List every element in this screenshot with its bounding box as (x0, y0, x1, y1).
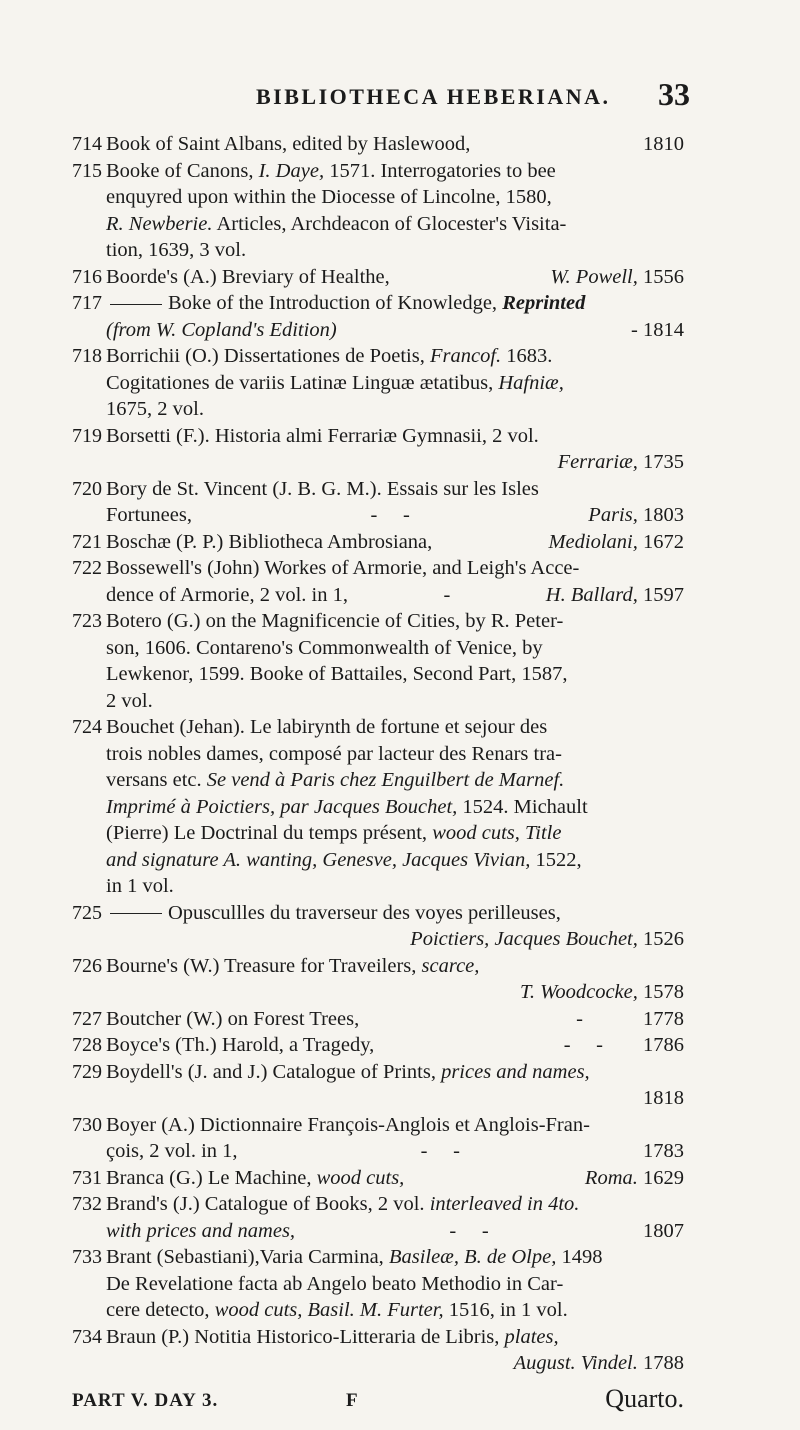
entry-727 (72, 1006, 684, 1033)
entry-note: Reprinted (502, 292, 586, 314)
entry-number: 732 (72, 1193, 102, 1215)
entry-place: Hafniæ, (498, 371, 564, 394)
entry-date: 1683. (501, 345, 553, 367)
entry-line (106, 794, 684, 821)
entry-text: Boyce's (Th.) Harold, a Tragedy, (106, 1034, 375, 1056)
entry-line (106, 1297, 684, 1324)
entry-text: Boorde's (A.) Breviary of Healthe, (106, 265, 390, 288)
entry-text: Braun (P.) Notitia Historico-Litteraria de Libris, (106, 1325, 505, 1348)
entry-715 (72, 158, 684, 264)
entry-number: 714 (72, 133, 102, 155)
entry-number: 718 (72, 345, 102, 367)
entry-number: 719 (72, 424, 102, 447)
entry-text: Book of Saint Albans, edited by Haslewood, (106, 133, 471, 155)
entry-dashes: - - (420, 1140, 460, 1162)
entry-date: 1788 (637, 1352, 684, 1374)
entry-line: 1675, 2 vol. (106, 398, 204, 420)
entry-number: 728 (72, 1034, 102, 1056)
entry-date: 1672 (637, 530, 684, 553)
entry-number: 715 (72, 159, 102, 182)
entry-text: Booke of Canons, (106, 159, 259, 182)
entry-line (106, 502, 684, 529)
entry-text: 1516, in 1 vol. (443, 1299, 568, 1321)
entry-dashes: - - (370, 504, 410, 526)
entry-text: (Pierre) Le Doctrinal du temps présent, (106, 822, 433, 844)
entry-printer: T. Woodcocke, (520, 981, 638, 1003)
entry-line (106, 979, 684, 1006)
entry-date: 1597 (637, 583, 684, 606)
entry-number: 721 (72, 530, 102, 553)
entry-730 (72, 1112, 684, 1165)
entry-line (106, 131, 684, 158)
entry-imprint: Poictiers, Jacques Bouchet, (410, 928, 638, 950)
entry-line: enquyred upon within the Diocesse of Lincolne, 1580, (106, 186, 552, 208)
entry-line: Boyer (A.) Dictionnaire François-Anglois et Anglois-Fran- (106, 1113, 590, 1136)
entry-dashes: - (576, 1007, 583, 1030)
entry-line: Bory de St. Vincent (J. B. G. M.). Essais sur les Isles (106, 477, 539, 500)
page-number: 33 (658, 76, 690, 112)
entry-note: interleaved in 4to. (429, 1193, 580, 1215)
entry-number: 720 (72, 477, 102, 500)
entry-text: Boschæ (P. P.) Bibliotheca Ambrosiana, (106, 530, 433, 553)
entry-line: Bossewell's (John) Workes of Armorie, and Leigh's Acce- (106, 557, 580, 579)
entry-number: 726 (72, 954, 102, 977)
entry-text: 1571. Interrogatories to bee (324, 159, 556, 182)
entry-text: cere detecto, (106, 1299, 215, 1321)
entry-note: prices and names, (441, 1060, 590, 1083)
entry-line: Bouchet (Jehan). Le labirynth de fortune et sejour des (106, 716, 548, 738)
entry-printer: W. Powell, (550, 265, 638, 288)
entry-line (106, 370, 684, 397)
signature-mark: PART V. DAY 3. (72, 1390, 219, 1411)
entry-number: 725 (72, 901, 102, 924)
entry-line: tion, 1639, 3 vol. (106, 239, 247, 261)
entry-text: Opuscullles du traverseur des voyes perilleuses, (168, 901, 561, 924)
entry-line (106, 1032, 684, 1059)
entry-722 (72, 555, 684, 608)
entry-date: 1810 (643, 133, 684, 155)
entry-place: Ferrariæ, (557, 451, 638, 473)
entry-line (106, 211, 684, 238)
entry-text: Brant (Sebastiani),Varia Carmina, (106, 1246, 389, 1268)
entry-line (106, 158, 684, 185)
entry-716 (72, 264, 684, 291)
entry-number: 716 (72, 265, 102, 288)
entry-text: Boutcher (W.) on Forest Trees, (106, 1007, 360, 1030)
entry-imprint: Basileæ, B. de Olpe, (388, 1246, 557, 1268)
entry-719 (72, 423, 684, 476)
ditto-rule (110, 304, 162, 305)
entry-line (106, 1165, 684, 1192)
entry-dashes: - (443, 583, 451, 606)
entry-line: De Revelatione facta ab Angelo beato Methodio in Car- (106, 1272, 564, 1295)
entry-date: 1578 (637, 981, 684, 1003)
entry-717 (72, 290, 684, 343)
entry-number: 722 (72, 557, 102, 579)
entry-number: 729 (72, 1060, 102, 1083)
entry-line (106, 820, 684, 847)
entry-date: - 1814 (631, 318, 684, 341)
entry-line: 2 vol. (106, 689, 153, 712)
entry-text: Bourne's (W.) Treasure for Traveilers, (106, 954, 422, 977)
entry-line (106, 1244, 684, 1271)
entry-line (106, 767, 684, 794)
entry-text: 1524. Michault (457, 795, 588, 818)
entry-place: Mediolani, (548, 530, 638, 553)
entry-date: 1629 (637, 1166, 684, 1189)
entry-724 (72, 714, 684, 900)
entry-line (106, 1059, 684, 1086)
entry-place: Paris, (588, 504, 638, 526)
entry-line (106, 1191, 684, 1218)
entry-line: 1818 (643, 1087, 684, 1109)
entry-note: with prices and names, (106, 1219, 296, 1242)
entry-725 (72, 900, 684, 953)
entry-note: scarce, (421, 954, 480, 977)
entry-date: 1498 (556, 1246, 603, 1268)
entry-text: versans etc. (106, 769, 207, 791)
entry-720 (72, 476, 684, 529)
page-header (0, 76, 800, 120)
entry-line (106, 900, 684, 927)
entry-note: wood cuts, (316, 1166, 405, 1189)
entry-723 (72, 608, 684, 714)
entry-date: 1556 (637, 265, 684, 288)
entry-line (106, 953, 684, 980)
entry-printer: I. Daye, (258, 159, 325, 182)
entry-dashes: - - (449, 1219, 489, 1242)
page-footer (72, 1386, 684, 1416)
catchword: Quarto. (605, 1384, 684, 1413)
entry-note: wood cuts, Title (432, 822, 562, 844)
entry-date: 1786 (643, 1034, 684, 1056)
entry-line (106, 449, 684, 476)
entry-number: 730 (72, 1113, 102, 1136)
entry-text: Articles, Archdeacon of Glocester's Visita- (212, 212, 567, 235)
entry-text: çois, 2 vol. in 1, (106, 1140, 238, 1162)
entry-printer: R. Newberie. (106, 212, 213, 235)
entry-number: 734 (72, 1325, 102, 1348)
entry-line: Lewkenor, 1599. Booke of Battailes, Second Part, 1587, (106, 663, 568, 685)
entry-number: 733 (72, 1246, 102, 1268)
entry-imprint: wood cuts, Basil. M. Furter, (214, 1299, 444, 1321)
entry-note: and signature A. wanting, Genesve, Jacques Vivian, (106, 848, 531, 871)
entry-line: Botero (G.) on the Magnificencie of Cities, by R. Peter- (106, 610, 564, 632)
entry-date: 1807 (642, 1219, 684, 1242)
entry-line (106, 1138, 684, 1165)
entry-line (106, 847, 684, 874)
entry-number: 723 (72, 610, 102, 632)
entry-726 (72, 953, 684, 1006)
entry-text: Borrichii (O.) Dissertationes de Poetis, (106, 345, 430, 367)
entry-date: 1526 (637, 928, 684, 950)
entry-place: Roma. (584, 1166, 638, 1189)
entry-imprint: Se vend à Paris chez Enguilbert de Marnef. (206, 769, 565, 791)
entry-text: Brand's (J.) Catalogue of Books, 2 vol. (106, 1193, 430, 1215)
entry-728 (72, 1032, 684, 1059)
entry-text: Cogitationes de variis Latinæ Linguæ ætatibus, (106, 371, 499, 394)
entry-line: son, 1606. Contareno's Commonwealth of Venice, by (106, 636, 543, 659)
entry-714 (72, 131, 684, 158)
entry-date: 1783 (642, 1140, 684, 1162)
ditto-rule (110, 913, 162, 914)
entry-number: 724 (72, 716, 102, 738)
entry-line (106, 290, 684, 317)
entry-number: 717 (72, 292, 102, 314)
entry-line (106, 1350, 684, 1377)
entry-imprint: Imprimé à Poictiers, par Jacques Bouchet, (106, 795, 458, 818)
entry-text: Branca (G.) Le Machine, (106, 1166, 317, 1189)
entry-line: in 1 vol. (106, 875, 174, 897)
entry-text: Boydell's (J. and J.) Catalogue of Prints, (106, 1060, 442, 1083)
entry-number: 731 (72, 1166, 102, 1189)
entry-date: 1735 (637, 451, 684, 473)
entry-number: 727 (72, 1007, 102, 1030)
signature-letter: F (346, 1390, 358, 1411)
entry-date: 1803 (637, 504, 684, 526)
entry-line (106, 1218, 684, 1245)
entry-date: 1778 (643, 1007, 684, 1030)
entry-text: dence of Armorie, 2 vol. in 1, (106, 583, 348, 606)
entry-printer: H. Ballard, (545, 583, 638, 606)
entry-line (106, 1006, 684, 1033)
entry-text: Fortunees, (106, 504, 192, 526)
running-head: BIBLIOTHECA HEBERIANA. (256, 84, 611, 109)
entry-line (106, 926, 684, 953)
entry-line (106, 343, 684, 370)
entry-line (106, 582, 684, 609)
entry-729 (72, 1059, 684, 1112)
entry-note: (from W. Copland's Edition) (106, 318, 337, 341)
entry-731 (72, 1165, 684, 1192)
entry-733 (72, 1244, 684, 1324)
entry-line (106, 317, 684, 344)
entry-line (106, 529, 684, 556)
entry-721 (72, 529, 684, 556)
entry-place: Francof. (429, 345, 502, 367)
catalogue-entries (72, 131, 684, 1377)
entry-dashes: - - (563, 1034, 603, 1056)
entry-732 (72, 1191, 684, 1244)
entry-text: Boke of the Introduction of Knowledge, (168, 292, 503, 314)
entry-line (106, 264, 684, 291)
entry-place: August. Vindel. (513, 1352, 638, 1374)
entry-line: trois nobles dames, composé par lacteur des Renars tra- (106, 742, 562, 765)
entry-line (106, 1324, 684, 1351)
entry-718 (72, 343, 684, 423)
entry-date: 1522, (530, 848, 582, 871)
entry-note: plates, (504, 1325, 559, 1348)
entry-734 (72, 1324, 684, 1377)
entry-line: Borsetti (F.). Historia almi Ferrariæ Gymnasii, 2 vol. (106, 424, 539, 447)
